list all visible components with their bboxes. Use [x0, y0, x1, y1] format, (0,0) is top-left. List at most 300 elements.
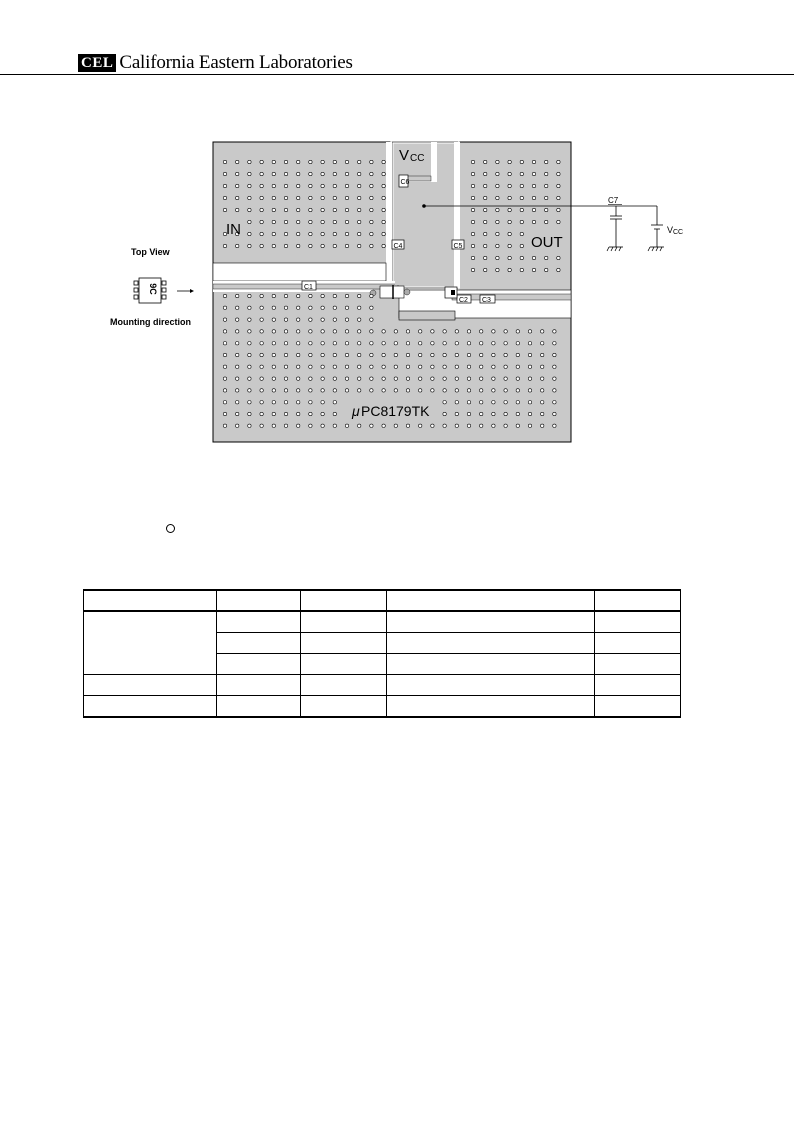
- via-hole: [496, 256, 499, 259]
- via-hole: [545, 196, 548, 199]
- via-hole: [553, 424, 556, 427]
- via-hole: [443, 389, 446, 392]
- via-hole: [260, 424, 263, 427]
- via-hole: [284, 196, 287, 199]
- via-hole: [321, 160, 324, 163]
- svg-text:PC8179TK: PC8179TK: [361, 403, 430, 419]
- via-hole: [557, 256, 560, 259]
- component-c5: [452, 240, 464, 250]
- via-hole: [484, 196, 487, 199]
- via-hole: [484, 232, 487, 235]
- via-hole: [333, 412, 336, 415]
- via-hole: [455, 424, 458, 427]
- via-hole: [431, 365, 434, 368]
- chip-marking: 9C: [148, 283, 158, 295]
- via-hole: [480, 330, 483, 333]
- via-hole: [358, 330, 361, 333]
- via-hole: [467, 330, 470, 333]
- via-hole: [492, 377, 495, 380]
- via-hole: [370, 160, 373, 163]
- table-row: [84, 675, 681, 696]
- via-hole: [333, 220, 336, 223]
- table-cell: [301, 696, 387, 718]
- via-hole: [528, 401, 531, 404]
- via-hole: [345, 160, 348, 163]
- via-hole: [516, 330, 519, 333]
- via-hole: [406, 330, 409, 333]
- component-c1: [302, 281, 316, 291]
- via-hole: [443, 342, 446, 345]
- table-cell: [84, 611, 217, 675]
- table-cell: [84, 675, 217, 696]
- inductor-footprint: [445, 287, 457, 298]
- via-hole: [370, 365, 373, 368]
- table-cell: [217, 611, 301, 633]
- mounting-direction-caption: Mounting direction: [110, 317, 191, 327]
- via-hole: [431, 389, 434, 392]
- via-hole: [541, 342, 544, 345]
- via-hole: [223, 424, 226, 427]
- via-hole: [358, 172, 361, 175]
- via-hole: [431, 342, 434, 345]
- via-hole: [496, 196, 499, 199]
- via-hole: [345, 318, 348, 321]
- via-hole: [223, 412, 226, 415]
- via-hole: [492, 401, 495, 404]
- via-hole: [394, 342, 397, 345]
- via-hole: [297, 306, 300, 309]
- via-hole: [236, 160, 239, 163]
- via-hole: [419, 330, 422, 333]
- via-hole: [248, 342, 251, 345]
- via-hole: [471, 208, 474, 211]
- via-hole: [321, 330, 324, 333]
- via-hole: [345, 294, 348, 297]
- via-hole: [297, 424, 300, 427]
- table-cell: [217, 590, 301, 611]
- via-hole: [333, 353, 336, 356]
- via-hole: [297, 412, 300, 415]
- svg-text:μ: μ: [352, 403, 360, 419]
- via-hole: [484, 220, 487, 223]
- via-hole: [419, 389, 422, 392]
- via-hole: [557, 172, 560, 175]
- direction-arrow-icon: [177, 289, 194, 293]
- table-row: [84, 611, 681, 633]
- via-hole: [382, 232, 385, 235]
- via-hole: [504, 401, 507, 404]
- via-hole: [557, 160, 560, 163]
- via-hole: [496, 244, 499, 247]
- via-hole: [345, 377, 348, 380]
- via-hole: [236, 184, 239, 187]
- via-hole: [248, 196, 251, 199]
- table-cell: [217, 654, 301, 675]
- via-hole: [284, 412, 287, 415]
- via-hole: [406, 377, 409, 380]
- via-hole: [508, 160, 511, 163]
- via-hole: [284, 377, 287, 380]
- via-hole: [492, 365, 495, 368]
- via-hole: [260, 294, 263, 297]
- via-hole: [508, 232, 511, 235]
- via-hole: [508, 172, 511, 175]
- via-hole: [321, 401, 324, 404]
- via-hole: [545, 160, 548, 163]
- via-hole: [223, 401, 226, 404]
- via-hole: [272, 412, 275, 415]
- via-hole: [496, 268, 499, 271]
- via-hole: [223, 389, 226, 392]
- via-hole: [484, 256, 487, 259]
- via-hole: [284, 294, 287, 297]
- via-hole: [520, 220, 523, 223]
- via-hole: [492, 424, 495, 427]
- via-hole: [284, 424, 287, 427]
- via-hole: [223, 353, 226, 356]
- via-hole: [394, 424, 397, 427]
- via-hole: [333, 424, 336, 427]
- via-hole: [382, 342, 385, 345]
- via-hole: [532, 220, 535, 223]
- via-hole: [297, 353, 300, 356]
- via-hole: [272, 424, 275, 427]
- via-hole: [248, 294, 251, 297]
- via-hole: [528, 389, 531, 392]
- via-hole: [284, 365, 287, 368]
- svg-text:C6: C6: [400, 179, 410, 186]
- via-hole: [333, 365, 336, 368]
- via-hole: [223, 365, 226, 368]
- via-hole: [382, 244, 385, 247]
- via-hole: [272, 365, 275, 368]
- via-hole: [532, 196, 535, 199]
- via-hole: [471, 196, 474, 199]
- via-hole: [443, 365, 446, 368]
- via-hole: [260, 244, 263, 247]
- via-hole: [370, 244, 373, 247]
- via-hole: [516, 353, 519, 356]
- via-hole: [443, 412, 446, 415]
- via-hole: [309, 424, 312, 427]
- via-hole: [557, 220, 560, 223]
- via-hole: [480, 377, 483, 380]
- via-hole: [297, 220, 300, 223]
- via-hole: [223, 377, 226, 380]
- via-hole: [532, 208, 535, 211]
- via-hole: [223, 330, 226, 333]
- via-hole: [504, 330, 507, 333]
- via-hole: [370, 184, 373, 187]
- via-hole: [260, 208, 263, 211]
- via-hole: [553, 412, 556, 415]
- via-hole: [345, 342, 348, 345]
- via-hole: [553, 377, 556, 380]
- via-hole: [236, 172, 239, 175]
- via-hole: [370, 342, 373, 345]
- via-hole: [358, 424, 361, 427]
- svg-text:C4: C4: [393, 243, 403, 250]
- via-hole: [443, 353, 446, 356]
- table-cell: [387, 611, 595, 633]
- top-view-title: Top View: [131, 247, 170, 257]
- via-hole: [223, 306, 226, 309]
- via-hole: [431, 377, 434, 380]
- via-hole: [480, 389, 483, 392]
- via-hole: [419, 353, 422, 356]
- via-hole: [382, 184, 385, 187]
- via-hole: [345, 184, 348, 187]
- via-hole: [297, 232, 300, 235]
- via-hole: [508, 256, 511, 259]
- via-hole: [382, 330, 385, 333]
- via-hole: [467, 424, 470, 427]
- via-hole: [321, 342, 324, 345]
- via-hole: [455, 342, 458, 345]
- via-hole: [480, 412, 483, 415]
- via-hole: [370, 232, 373, 235]
- via-hole: [541, 377, 544, 380]
- via-hole: [284, 172, 287, 175]
- via-hole: [297, 208, 300, 211]
- via-hole: [297, 172, 300, 175]
- via-hole: [333, 244, 336, 247]
- via-hole: [297, 342, 300, 345]
- via-hole: [272, 401, 275, 404]
- via-hole: [248, 232, 251, 235]
- cel-logo: CEL: [78, 54, 116, 72]
- via-hole: [333, 208, 336, 211]
- via-hole: [272, 208, 275, 211]
- via-hole: [553, 330, 556, 333]
- via-hole: [467, 342, 470, 345]
- via-hole: [333, 172, 336, 175]
- via-hole: [370, 389, 373, 392]
- via-hole: [272, 342, 275, 345]
- via-hole: [223, 342, 226, 345]
- via-hole: [260, 412, 263, 415]
- company-name: California Eastern Laboratories: [119, 52, 353, 73]
- svg-text:C2: C2: [459, 297, 468, 304]
- via-hole: [557, 184, 560, 187]
- via-hole: [260, 365, 263, 368]
- part-name-label: [351, 403, 430, 419]
- via-hole: [260, 330, 263, 333]
- via-hole: [553, 342, 556, 345]
- via-hole: [516, 365, 519, 368]
- via-hole: [309, 306, 312, 309]
- via-hole: [520, 184, 523, 187]
- via-hole: [248, 184, 251, 187]
- via-hole: [248, 365, 251, 368]
- table-header-row: [84, 590, 681, 611]
- svg-text:V: V: [667, 225, 674, 235]
- via-hole: [321, 365, 324, 368]
- via-hole: [370, 208, 373, 211]
- via-hole: [284, 401, 287, 404]
- via-hole: [541, 424, 544, 427]
- component-c2: [457, 295, 471, 304]
- via-hole: [345, 220, 348, 223]
- via-hole: [223, 160, 226, 163]
- via-hole: [260, 377, 263, 380]
- via-hole: [431, 424, 434, 427]
- via-hole: [260, 353, 263, 356]
- via-hole: [309, 412, 312, 415]
- via-hole: [358, 377, 361, 380]
- via-hole: [297, 196, 300, 199]
- via-hole: [528, 377, 531, 380]
- via-hole: [333, 401, 336, 404]
- via-hole: [272, 232, 275, 235]
- via-hole: [272, 389, 275, 392]
- via-hole: [516, 389, 519, 392]
- via-hole: [236, 196, 239, 199]
- via-hole: [406, 342, 409, 345]
- table-cell: [217, 633, 301, 654]
- via-hole: [248, 412, 251, 415]
- svg-text:CC: CC: [673, 229, 684, 236]
- via-hole: [471, 172, 474, 175]
- via-hole: [370, 330, 373, 333]
- via-hole: [297, 389, 300, 392]
- via-hole: [248, 318, 251, 321]
- via-hole: [321, 196, 324, 199]
- via-hole: [333, 389, 336, 392]
- via-hole: [333, 377, 336, 380]
- via-hole: [496, 172, 499, 175]
- via-hole: [223, 208, 226, 211]
- table-cell: [217, 696, 301, 718]
- via-hole: [528, 330, 531, 333]
- via-hole: [284, 160, 287, 163]
- via-hole: [370, 306, 373, 309]
- via-hole: [492, 412, 495, 415]
- via-hole: [492, 353, 495, 356]
- via-hole: [272, 306, 275, 309]
- via-hole: [297, 377, 300, 380]
- via-hole: [480, 401, 483, 404]
- via-hole: [333, 306, 336, 309]
- via-hole: [455, 377, 458, 380]
- via-hole: [520, 232, 523, 235]
- via-hole: [284, 353, 287, 356]
- via-hole: [528, 424, 531, 427]
- via-hole: [358, 306, 361, 309]
- via-hole: [496, 184, 499, 187]
- svg-text:C7: C7: [608, 196, 619, 205]
- via-hole: [443, 330, 446, 333]
- component-c4: [392, 240, 404, 250]
- via-hole: [309, 342, 312, 345]
- via-hole: [370, 172, 373, 175]
- table-cell: [595, 675, 681, 696]
- via-hole: [358, 353, 361, 356]
- via-hole: [406, 389, 409, 392]
- via-hole: [370, 353, 373, 356]
- via-hole: [272, 294, 275, 297]
- via-hole: [471, 184, 474, 187]
- via-hole: [260, 220, 263, 223]
- via-hole: [260, 306, 263, 309]
- via-hole: [321, 412, 324, 415]
- via-hole: [504, 365, 507, 368]
- via-hole: [467, 412, 470, 415]
- via-hole: [520, 244, 523, 247]
- via-hole: [419, 377, 422, 380]
- via-hole: [516, 424, 519, 427]
- via-hole: [321, 424, 324, 427]
- via-hole: [345, 172, 348, 175]
- via-hole: [309, 401, 312, 404]
- via-hole: [504, 342, 507, 345]
- via-hole: [248, 424, 251, 427]
- via-hole: [358, 389, 361, 392]
- via-hole: [309, 244, 312, 247]
- table-cell: [301, 633, 387, 654]
- via-hole: [382, 160, 385, 163]
- via-hole: [248, 160, 251, 163]
- via-hole: [419, 424, 422, 427]
- via-hole: [358, 184, 361, 187]
- via-hole: [532, 256, 535, 259]
- via-hole: [333, 294, 336, 297]
- via-hole: [248, 220, 251, 223]
- spec-table: [83, 589, 681, 718]
- via-hole: [284, 389, 287, 392]
- via-hole: [492, 389, 495, 392]
- via-hole: [284, 318, 287, 321]
- via-hole: [333, 160, 336, 163]
- via-hole: [504, 412, 507, 415]
- via-hole: [541, 401, 544, 404]
- via-hole: [443, 401, 446, 404]
- via-hole: [248, 353, 251, 356]
- via-hole: [516, 377, 519, 380]
- via-hole: [358, 232, 361, 235]
- via-hole: [236, 377, 239, 380]
- via-hole: [471, 220, 474, 223]
- via-hole: [455, 412, 458, 415]
- via-hole: [260, 232, 263, 235]
- via-hole: [321, 244, 324, 247]
- via-hole: [484, 172, 487, 175]
- via-hole: [504, 353, 507, 356]
- via-hole: [394, 389, 397, 392]
- via-hole: [532, 172, 535, 175]
- via-hole: [333, 318, 336, 321]
- via-hole: [528, 412, 531, 415]
- via-hole: [545, 256, 548, 259]
- via-hole: [236, 389, 239, 392]
- via-hole: [272, 318, 275, 321]
- via-hole: [309, 220, 312, 223]
- via-hole: [471, 244, 474, 247]
- via-hole: [309, 160, 312, 163]
- via-hole: [260, 401, 263, 404]
- via-hole: [297, 184, 300, 187]
- via-hole: [345, 208, 348, 211]
- degree-symbol: [166, 524, 175, 533]
- via-hole: [471, 160, 474, 163]
- via-hole: [321, 294, 324, 297]
- via-hole: [553, 389, 556, 392]
- via-hole: [309, 365, 312, 368]
- via-hole: [370, 294, 373, 297]
- via-hole: [370, 424, 373, 427]
- via-hole: [309, 318, 312, 321]
- via-hole: [345, 196, 348, 199]
